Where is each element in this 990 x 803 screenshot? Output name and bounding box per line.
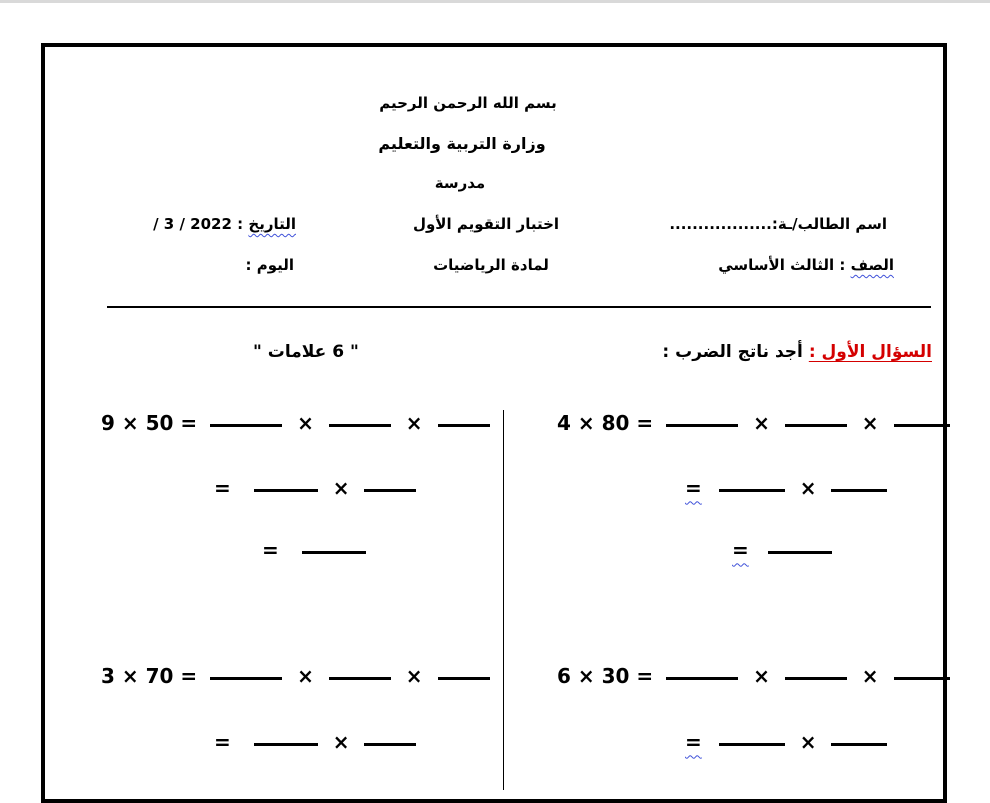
basmala: بسم الله الرحمن الرحيم xyxy=(379,94,557,112)
equals-sign: = xyxy=(262,537,279,562)
answer-blank xyxy=(254,743,318,746)
problem-3-line-2 xyxy=(685,727,887,753)
problem-3-line-1 xyxy=(557,661,950,687)
subject-title: لمادة الرياضيات xyxy=(433,256,549,274)
problem-1-line-3 xyxy=(732,535,832,561)
problem-4-expression: 3 × 70 = xyxy=(101,663,198,688)
answer-blank xyxy=(438,677,490,680)
page-top-edge xyxy=(0,0,990,3)
answer-blank xyxy=(894,424,950,427)
times-sign: × xyxy=(861,410,879,435)
answer-blank xyxy=(831,489,887,492)
problem-2-line-2 xyxy=(214,473,416,499)
answer-blank xyxy=(329,424,391,427)
answer-blank xyxy=(785,424,847,427)
answer-blank xyxy=(210,677,282,680)
date-label: التاريخ xyxy=(248,215,296,233)
student-name-field: اسم الطالب/ـة:.................. xyxy=(669,215,887,233)
answer-blank xyxy=(329,677,391,680)
problem-1-line-1 xyxy=(557,408,950,434)
times-sign: × xyxy=(332,729,350,754)
ministry-title: وزارة التربية والتعليم xyxy=(378,134,546,153)
question-label: السؤال الأول : xyxy=(808,342,932,362)
answer-blank xyxy=(438,424,490,427)
day-field: اليوم : xyxy=(245,256,294,274)
grade-field xyxy=(718,256,894,274)
column-divider xyxy=(503,410,504,790)
answer-blank xyxy=(719,743,785,746)
answer-blank xyxy=(831,743,887,746)
date-field xyxy=(153,215,296,233)
times-sign: × xyxy=(799,729,817,754)
answer-blank xyxy=(894,677,950,680)
equals-sign: = xyxy=(732,537,749,562)
grade-label: الصف xyxy=(850,256,894,274)
problem-2-line-1 xyxy=(101,408,490,434)
answer-blank xyxy=(364,743,416,746)
times-sign: × xyxy=(332,475,350,500)
answer-blank xyxy=(364,489,416,492)
times-sign: × xyxy=(861,663,879,688)
question-prompt: أجد ناتج الضرب : xyxy=(662,342,803,362)
answer-blank xyxy=(666,424,738,427)
answer-blank xyxy=(785,677,847,680)
answer-blank xyxy=(768,551,832,554)
equals-sign: = xyxy=(685,475,702,500)
problem-2-line-3 xyxy=(262,535,366,561)
problem-1-line-2 xyxy=(685,473,887,499)
question-marks: " 6 علامات " xyxy=(253,342,359,362)
times-sign: × xyxy=(297,663,314,688)
header-divider xyxy=(107,306,931,308)
exam-title: اختبار التقويم الأول xyxy=(412,215,560,233)
times-sign: × xyxy=(799,475,817,500)
times-sign: × xyxy=(405,663,423,688)
times-sign: × xyxy=(753,410,770,435)
school-title: مدرسة xyxy=(434,174,486,192)
problem-4-line-2 xyxy=(214,727,416,753)
answer-blank xyxy=(719,489,785,492)
times-sign: × xyxy=(297,410,314,435)
answer-blank xyxy=(302,551,366,554)
problem-4-line-1 xyxy=(101,661,490,687)
answer-blank xyxy=(666,677,738,680)
answer-blank xyxy=(254,489,318,492)
times-sign: × xyxy=(405,410,423,435)
answer-blank xyxy=(210,424,282,427)
problem-1-expression: 4 × 80 = xyxy=(557,410,654,435)
equals-sign: = xyxy=(214,729,231,754)
date-value: : 2022 / 3 / xyxy=(153,215,244,233)
problem-2-expression: 9 × 50 = xyxy=(101,410,198,435)
problem-3-expression: 6 × 30 = xyxy=(557,663,654,688)
question-heading xyxy=(662,342,932,362)
equals-sign: = xyxy=(214,475,231,500)
times-sign: × xyxy=(753,663,770,688)
equals-sign: = xyxy=(685,729,702,754)
grade-value: : الثالث الأساسي xyxy=(718,256,846,274)
